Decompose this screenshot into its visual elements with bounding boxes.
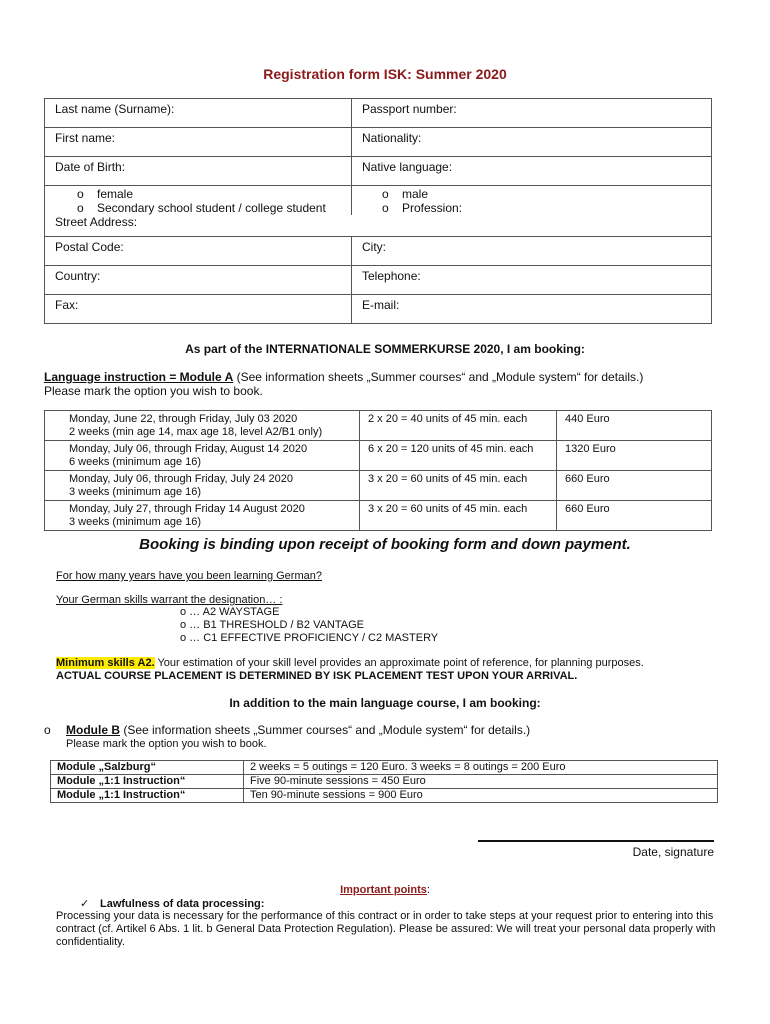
checkmark-icon: ✓ [80,898,90,910]
module-a-line [44,370,643,384]
signature-line[interactable] [478,840,714,842]
country-field[interactable]: Country: [45,266,352,295]
last-name-field[interactable]: Last name (Surname): [45,99,352,128]
female-label: female [97,187,134,201]
module-a-instruction: Please mark the option you wish to book. [44,384,263,398]
city-field[interactable]: City: [352,237,712,266]
data-processing-text: Processing your data is necessary for the performance of this contract or in order to take steps at your request prior to entering into this contract (cf. Artikel 6 Abs. 1 lit. b General Data Protection Regulation). Please be assured: We will treat your personal data properly with confidentiality. [56,910,716,948]
module-desc: Five 90-minute sessions = 450 Euro [244,775,718,789]
radio-circle-icon: o [382,201,389,215]
important-label: Important points [340,884,427,896]
first-name-field[interactable]: First name: [45,128,352,157]
radio-circle-icon: o [382,187,389,201]
profession-option[interactable] [362,201,701,215]
student-label: Secondary school student / college student [97,201,326,215]
skills-question: Your German skills warrant the designation… : [56,594,283,606]
radio-circle-icon: o [44,723,51,737]
module-name: Module „1:1 Instruction“ [51,789,244,803]
postal-code-field[interactable]: Postal Code: [45,237,352,266]
minimum-skills-text: Your estimation of your skill level provides an approximate point of reference, for planning purposes. [154,657,644,669]
course-0-duration: 2 weeks (min age 14, max age 18, level A2/B1 only) [69,425,323,438]
minimum-skills-label: Minimum skills A2. [56,657,155,669]
course-table [44,410,712,531]
course-0-units: 2 x 20 = 40 units of 45 min. each [360,411,557,441]
level-a2-option[interactable]: o … A2 WAYSTAGE [180,606,280,618]
course-0-price: 440 Euro [557,411,712,441]
nationality-field[interactable]: Nationality: [352,128,712,157]
course-1-units: 6 x 20 = 120 units of 45 min. each [360,441,557,471]
dob-field[interactable]: Date of Birth: [45,157,352,186]
module-b-line[interactable] [44,723,530,737]
telephone-field[interactable]: Telephone: [352,266,712,295]
female-option[interactable] [55,187,341,201]
course-3-dates: Monday, July 27, through Friday 14 August 2020 [69,503,305,515]
module-name: Module „1:1 Instruction“ [51,775,244,789]
course-1-duration: 6 weeks (minimum age 16) [69,455,202,468]
form-title: Registration form ISK: Summer 2020 [263,66,507,82]
fax-field[interactable]: Fax: [45,295,352,324]
course-3-price: 660 Euro [557,501,712,531]
passport-field[interactable]: Passport number: [352,99,712,128]
radio-circle-icon: o [77,187,84,201]
module-b-table [50,760,718,803]
course-0-dates: Monday, June 22, through Friday, July 03 2020 [69,413,298,425]
course-2-units: 3 x 20 = 60 units of 45 min. each [360,471,557,501]
course-dates [45,441,360,471]
important-colon: : [426,884,430,896]
module-desc: Ten 90-minute sessions = 900 Euro [244,789,718,803]
male-label: male [402,187,429,201]
minimum-skills-note [56,657,716,683]
module-a-label: Language instruction = Module A [44,370,234,384]
street-field[interactable]: Street Address: [45,215,712,237]
male-option[interactable] [362,187,701,201]
module-b-info: (See information sheets „Summer courses“ and „Module system“ for details.) [120,723,531,737]
level-c1-option[interactable]: o … C1 EFFECTIVE PROFICIENCY / C2 MASTERY [180,632,439,644]
course-2-dates: Monday, July 06, through Friday, July 24 2020 [69,473,293,485]
addition-heading: In addition to the main language course, I am booking: [229,696,541,710]
years-question: For how many years have you been learning German? [56,570,322,582]
personal-details-table [44,98,712,324]
email-field[interactable]: E-mail: [352,295,712,324]
course-2-duration: 3 weeks (minimum age 16) [69,485,202,498]
module-b-label: Module B [66,723,120,737]
radio-circle-icon: o [77,201,84,215]
level-b1-option[interactable]: o … B1 THRESHOLD / B2 VANTAGE [180,619,364,631]
profession-label: Profession: [402,201,463,215]
course-3-units: 3 x 20 = 60 units of 45 min. each [360,501,557,531]
student-option[interactable] [55,201,341,215]
module-desc: 2 weeks = 5 outings = 120 Euro. 3 weeks = 8 outings = 200 Euro [244,761,718,775]
course-1-dates: Monday, July 06, through Friday, August 14 2020 [69,443,308,455]
lawfulness-label: Lawfulness of data processing: [100,898,265,910]
course-3-duration: 3 weeks (minimum age 16) [69,515,202,528]
course-dates [45,471,360,501]
important-heading [0,884,770,896]
course-1-price: 1320 Euro [557,441,712,471]
module-name: Module „Salzburg“ [51,761,244,775]
course-dates [45,411,360,441]
course-dates [45,501,360,531]
signature-label: Date, signature [632,845,714,859]
placement-notice: ACTUAL COURSE PLACEMENT IS DETERMINED BY ISK PLACEMENT TEST UPON YOUR ARRIVAL. [56,670,578,682]
native-language-field[interactable]: Native language: [352,157,712,186]
module-a-info: (See information sheets „Summer courses“ and „Module system“ for details.) [233,370,644,384]
binding-notice: Booking is binding upon receipt of booking form and down payment. [139,536,631,553]
course-2-price: 660 Euro [557,471,712,501]
booking-heading: As part of the INTERNATIONALE SOMMERKURSE 2020, I am booking: [185,342,585,356]
level-options [180,606,438,645]
module-b-instruction: Please mark the option you wish to book. [66,738,267,750]
lawfulness-line [80,897,264,910]
